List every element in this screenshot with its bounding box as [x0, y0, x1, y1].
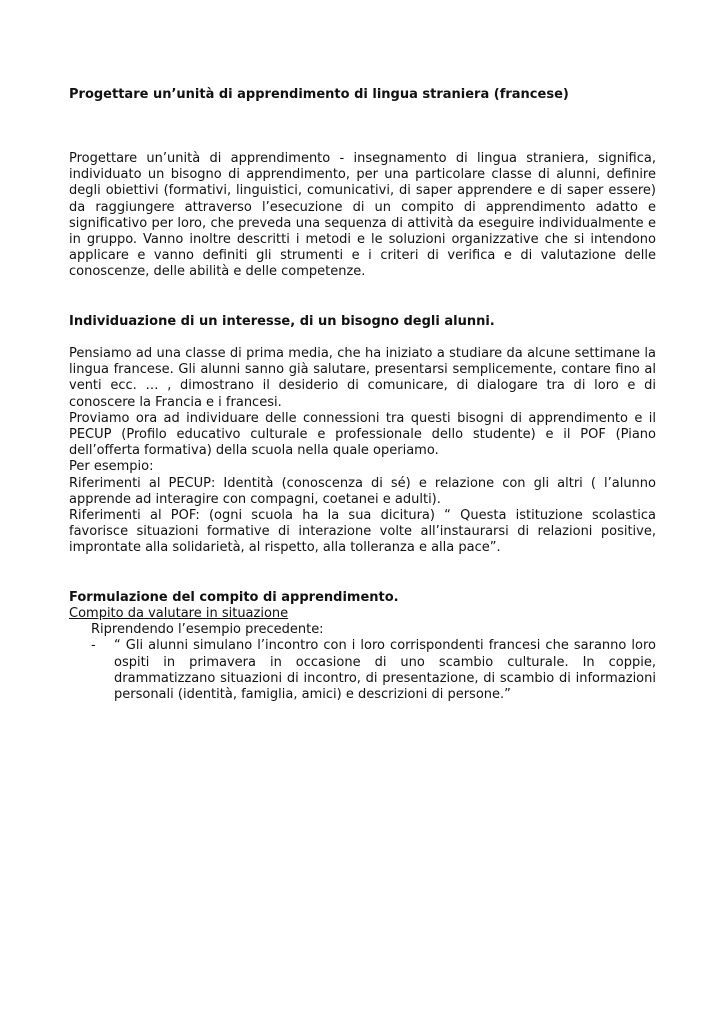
- section-body-task: [69, 606, 656, 703]
- task-subheading: Compito da valutare in situazione: [69, 606, 289, 621]
- paragraph-example-label: Per esempio:: [69, 459, 154, 475]
- intro-text: Progettare un’unità di apprendimento - insegnamento di lingua straniera, significa, individuato un bisogno di apprendimento, per una particolare classe di alunni, definire degli obiettivi (formativi, linguistici, comunicativi, di saper apprendere e di saper essere) da raggiungere attraverso l’esecuzione di un compito di apprendimento adatto e significativo per loro, che preveda una sequenza di attività da eseguire individualmente e in gruppo. Vanno inoltre descritti i metodi e le soluzioni organizzative che si intendono applicare e vanno definiti gli strumenti e i criteri di verifica e di valutazione delle conoscenze, delle abilità e delle competenze.: [69, 151, 656, 280]
- task-lead-text: Riprendendo l’esempio precedente:: [91, 622, 324, 638]
- intro-paragraph: [69, 151, 656, 281]
- paragraph-class-context: Pensiamo ad una classe di prima media, che ha iniziato a studiare da alcune settimane la lingua francese. Gli alunni sanno già salutare, presentarsi semplicemente, contare fino al venti ecc. … , dimostrano il desiderio di comunicare, di dialogare tra di loro e di conoscere la Francia e i francesi.: [69, 346, 656, 410]
- section-heading-interest: Individuazione di un interesse, di un bisogno degli alunni.: [69, 314, 495, 329]
- paragraph-pof-reference: Riferimenti al POF: (ogni scuola ha la sua dicitura) “ Questa istituzione scolastica favorisce situazioni formative di interazione volte all’instaurarsi di relazioni positive, improntate alla solidarietà, al rispetto, alla tolleranza e alla pace”.: [69, 508, 656, 556]
- paragraph-connections: Proviamo ora ad individuare delle connessioni tra questi bisogni di apprendimento e il PECUP (Profilo educativo culturale e professionale dello studente) e il POF (Piano dell’offerta formativa) della scuola nella quale operiamo.: [69, 410, 656, 459]
- bullet-dash-icon: -: [91, 638, 96, 654]
- section-heading-task: Formulazione del compito di apprendimento.: [69, 590, 399, 605]
- document-title: Progettare un’unità di apprendimento di lingua straniera (francese): [69, 87, 569, 102]
- task-bullet-item: [69, 638, 656, 703]
- task-bullet-text: “ Gli alunni simulano l’incontro con i loro corrispondenti francesi che saranno loro ospiti in primavera in occasione di uno scambio culturale. In coppie, drammatizzano situazioni di incontro, di presentazione, di scambio di informazioni personali (identità, famiglia, amici) e descrizioni di persone.”: [114, 638, 656, 703]
- section-body-interest: [69, 346, 656, 557]
- paragraph-pecup-reference: Riferimenti al PECUP: Identità (conoscenza di sé) e relazione con gli altri ( l’alunno apprende ad interagire con compagni, coetanei e adulti).: [69, 475, 656, 507]
